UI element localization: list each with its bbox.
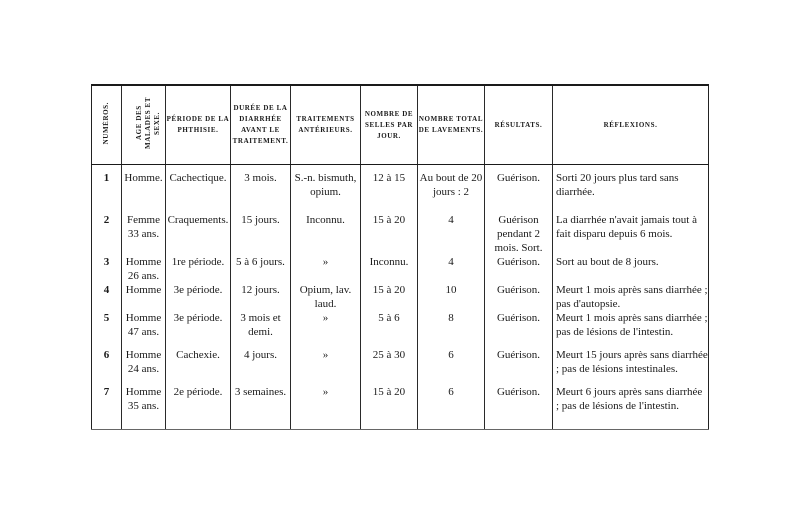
cell-selles: 15 à 20 <box>361 385 418 430</box>
cell-duree: 3 mois. <box>231 165 291 214</box>
header-row <box>92 85 709 165</box>
header-resultats: RÉSULTATS. <box>485 85 553 165</box>
cell-traitements: S.-n. bismuth, opium. <box>291 165 361 214</box>
cell-age: Homme 24 ans. <box>122 348 166 385</box>
cell-resultat: Guérison. <box>485 255 553 283</box>
cell-traitements: » <box>291 311 361 348</box>
cell-selles: 12 à 15 <box>361 165 418 214</box>
cell-age: Femme 33 ans. <box>122 213 166 255</box>
table-row <box>92 255 709 283</box>
cell-periode: Cachectique. <box>166 165 231 214</box>
cell-periode: 3e période. <box>166 311 231 348</box>
cell-age: Homme 47 ans. <box>122 311 166 348</box>
cell-periode: 1re période. <box>166 255 231 283</box>
cell-lavements: 8 <box>418 311 485 348</box>
table-row <box>92 348 709 385</box>
cell-resultat: Guérison. <box>485 348 553 385</box>
cell-traitements: Opium, lav. laud. <box>291 283 361 311</box>
table-row <box>92 311 709 348</box>
cell-num: 4 <box>92 283 122 311</box>
cell-periode: Cachexie. <box>166 348 231 385</box>
cell-duree: 12 jours. <box>231 283 291 311</box>
cell-age: Homme 26 ans. <box>122 255 166 283</box>
cell-duree: 3 mois et demi. <box>231 311 291 348</box>
cell-resultat: Guérison. <box>485 165 553 214</box>
cell-lavements: 10 <box>418 283 485 311</box>
cell-resultat: Guérison. <box>485 385 553 430</box>
header-traitements: TRAITEMENTS ANTÉRIEURS. <box>291 85 361 165</box>
header-lavements: NOMBRE TOTAL DE LAVEMENTS. <box>418 85 485 165</box>
cell-resultat: Guérison. <box>485 311 553 348</box>
cell-traitements: Inconnu. <box>291 213 361 255</box>
cell-traitements: » <box>291 385 361 430</box>
patients-table <box>91 84 709 430</box>
cell-reflexion: Sort au bout de 8 jours. <box>553 255 709 283</box>
cell-lavements: 4 <box>418 255 485 283</box>
cell-traitements: » <box>291 255 361 283</box>
cell-periode: Craquements. <box>166 213 231 255</box>
table-row <box>92 165 709 214</box>
cell-duree: 15 jours. <box>231 213 291 255</box>
cell-selles: 15 à 20 <box>361 213 418 255</box>
cell-reflexion: Meurt 15 jours après sans diarrhée ; pas de lésions intestinales. <box>553 348 709 385</box>
cell-age: Homme 35 ans. <box>122 385 166 430</box>
cell-age: Homme <box>122 283 166 311</box>
cell-num: 3 <box>92 255 122 283</box>
cell-selles: 15 à 20 <box>361 283 418 311</box>
cell-selles: 5 à 6 <box>361 311 418 348</box>
cell-lavements: 6 <box>418 348 485 385</box>
cell-duree: 5 à 6 jours. <box>231 255 291 283</box>
cell-num: 2 <box>92 213 122 255</box>
cell-resultat: Guérison pendant 2 mois. Sort. <box>485 213 553 255</box>
cell-lavements: 4 <box>418 213 485 255</box>
header-duree: DURÉE DE LA DIARRHÉE AVANT LE TRAITEMENT. <box>231 85 291 165</box>
cell-selles: Inconnu. <box>361 255 418 283</box>
cell-reflexion: Sorti 20 jours plus tard sans diarrhée. <box>553 165 709 214</box>
header-selles: NOMBRE DE SELLES PAR JOUR. <box>361 85 418 165</box>
table-row <box>92 283 709 311</box>
cell-periode: 3e période. <box>166 283 231 311</box>
cell-periode: 2e période. <box>166 385 231 430</box>
cell-selles: 25 à 30 <box>361 348 418 385</box>
cell-duree: 3 semaines. <box>231 385 291 430</box>
cell-num: 1 <box>92 165 122 214</box>
cell-duree: 4 jours. <box>231 348 291 385</box>
cell-lavements: 6 <box>418 385 485 430</box>
cell-reflexion: Meurt 6 jours après sans diarrhée ; pas de lésions de l'intestin. <box>553 385 709 430</box>
cell-reflexion: Meurt 1 mois après sans diarrhée ; pas de lésions de l'intestin. <box>553 311 709 348</box>
header-periode: PÉRIODE DE LA PHTHISIE. <box>166 85 231 165</box>
cell-num: 6 <box>92 348 122 385</box>
header-numeros: NUMÉROS. <box>92 85 122 165</box>
cell-reflexion: La diarrhée n'avait jamais tout à fait disparu depuis 6 mois. <box>553 213 709 255</box>
header-age-sexe: AGE DES MALADES ET SEXE. <box>122 85 166 165</box>
cell-num: 7 <box>92 385 122 430</box>
cell-lavements: Au bout de 20 jours : 2 <box>418 165 485 214</box>
cell-age: Homme. <box>122 165 166 214</box>
header-reflexions: RÉFLEXIONS. <box>553 85 709 165</box>
table-row <box>92 213 709 255</box>
cell-reflexion: Meurt 1 mois après sans diarrhée ; pas d'autopsie. <box>553 283 709 311</box>
cell-traitements: » <box>291 348 361 385</box>
cell-num: 5 <box>92 311 122 348</box>
cell-resultat: Guérison. <box>485 283 553 311</box>
table-row <box>92 385 709 430</box>
